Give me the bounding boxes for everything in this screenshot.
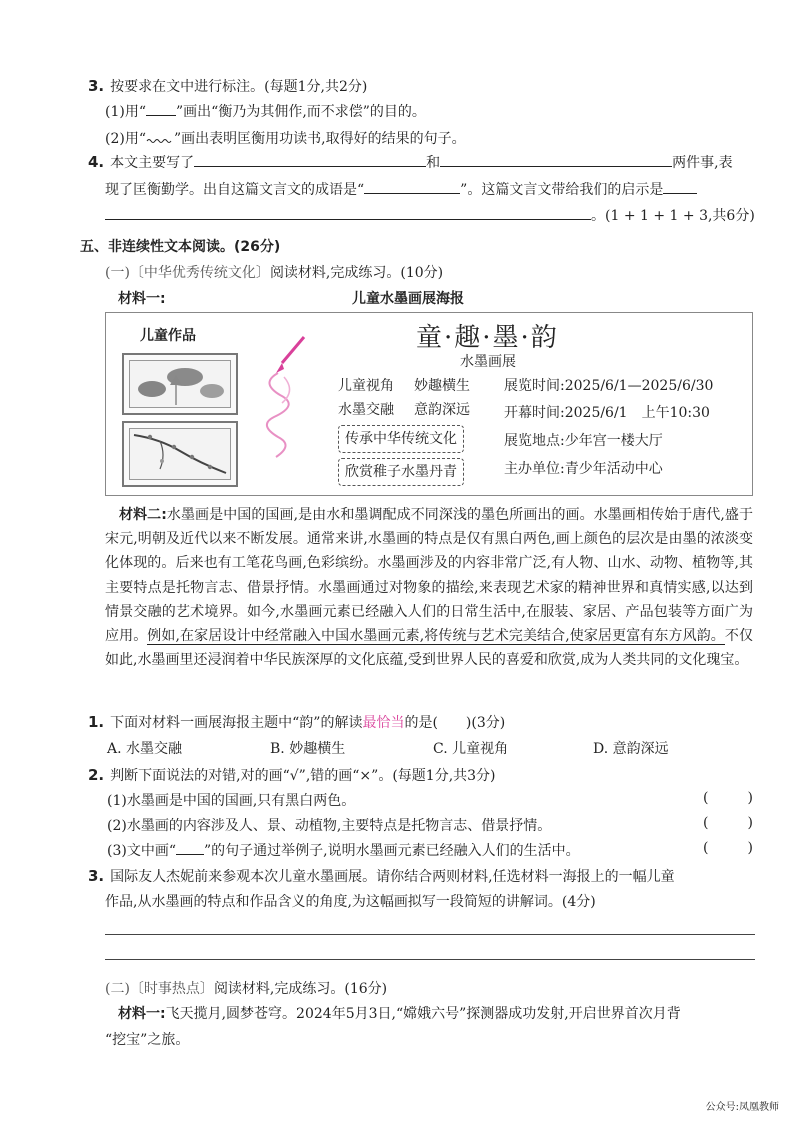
- poster-main-title: 童·趣·墨·韵: [416, 323, 559, 353]
- answer-blank[interactable]: [663, 179, 697, 194]
- answer-bracket[interactable]: ( ): [703, 840, 753, 856]
- answer-blank[interactable]: [364, 179, 460, 194]
- part-2-heading: (二)〔时事热点〕阅读材料,完成练习。(16分): [105, 981, 388, 997]
- exhibition-venue: 展览地点:少年宫一楼大厅: [504, 433, 663, 449]
- question-4-line3: 。(1 + 1 + 1 + 3,共6分): [105, 205, 755, 225]
- section-5-title: 五、非连续性文本阅读。(26分): [80, 239, 281, 255]
- answer-blank[interactable]: [440, 152, 672, 167]
- wavy-underline-mark: [146, 131, 174, 143]
- reading-question-1: 1. 下面对材料一画展海报主题中“韵”的解读最恰当的是( )(3分): [88, 713, 506, 731]
- reading-question-3-line2: 作品,从水墨画的特点和作品含义的角度,为这幅画拟写一段简短的讲解词。(4分): [105, 894, 596, 910]
- material-1-label: 材料一:: [118, 291, 166, 307]
- part-1-heading: (一)〔中华优秀传统文化〕阅读材料,完成练习。(10分): [105, 265, 444, 281]
- judgment-item-1: (1)水墨画是中国的国画,只有黑白两色。: [107, 793, 356, 809]
- brush-icon: [256, 333, 312, 463]
- judgment-item-2: (2)水墨画的内容涉及人、景、动植物,主要特点是托物言志、借景抒情。: [107, 818, 552, 834]
- answer-blank[interactable]: [194, 152, 426, 167]
- part-2-material-1: 材料一:飞天揽月,圆梦苍穹。2024年5月3日,“嫦娥六号”探测器成功发射,开启世界首次月背: [118, 1006, 681, 1022]
- poster-subtitle: 水墨画展: [460, 354, 516, 370]
- keyword: 意韵深远: [414, 402, 470, 418]
- reading-question-3: 3. 国际友人杰妮前来参观本次儿童水墨画展。请你结合两则材料,任选材料一海报上的一幅儿童: [88, 867, 675, 885]
- question-4-line2: 现了匡衡勤学。出自这篇文言文的成语是“ ”。这篇文言文带给我们的启示是: [105, 179, 697, 199]
- kids-works-label: 儿童作品: [140, 328, 196, 344]
- question-3-sub2: (2)用“ ”画出表明匡衡用功读书,取得好的结果的句子。: [105, 131, 466, 147]
- question-4-line1: 4. 本文主要写了 和 两件事,表: [88, 153, 733, 171]
- underlined-sentence: 例如,在家居设计中经常融入中国水墨画元素,将传统与艺术完美结合,使家居更富有东方风韵。: [147, 628, 725, 645]
- judgment-item-3: (3)文中画“ ”的句子通过举例子,说明水墨画元素已经融入人们的生活中。: [107, 840, 580, 860]
- footer-credit: 公众号:凤凰教师: [705, 1102, 779, 1113]
- opening-time: 开幕时间:2025/6/1 上午10:30: [504, 405, 710, 421]
- part-2-material-1-cont: “挖宝”之旅。: [105, 1032, 190, 1048]
- organizer: 主办单位:青少年活动中心: [504, 461, 663, 477]
- option-c[interactable]: C. 儿童视角: [433, 741, 509, 757]
- answer-bracket[interactable]: ( ): [703, 790, 753, 806]
- straight-underline-mark: [176, 840, 204, 855]
- answer-bracket[interactable]: ( ): [703, 815, 753, 831]
- exhibition-time: 展览时间:2025/6/1—2025/6/30: [504, 378, 714, 394]
- straight-underline-mark: [146, 101, 176, 116]
- option-a[interactable]: A. 水墨交融: [107, 741, 183, 757]
- plum-blossom-painting: [122, 421, 238, 487]
- keyword: 妙趣横生: [414, 378, 470, 394]
- keyword: 水墨交融: [338, 402, 394, 418]
- option-d[interactable]: D. 意韵深远: [593, 741, 669, 757]
- answer-line[interactable]: [105, 959, 755, 960]
- answer-line[interactable]: [105, 934, 755, 935]
- option-b[interactable]: B. 妙趣横生: [270, 741, 346, 757]
- question-3-sub1: (1)用“ ”画出“衡乃为其佣作,而不求偿”的目的。: [105, 101, 426, 121]
- slogan-box: 欣赏稚子水墨丹青: [338, 458, 464, 486]
- poster-title: 儿童水墨画展海报: [352, 291, 464, 307]
- answer-blank[interactable]: [105, 205, 591, 220]
- keyword: 儿童视角: [338, 378, 394, 394]
- question-3: 3. 按要求在文中进行标注。(每题1分,共2分): [88, 77, 368, 95]
- poster: [105, 312, 753, 496]
- lotus-painting: [122, 353, 238, 415]
- slogan-box: 传承中华传统文化: [338, 425, 464, 453]
- material-2-paragraph: 材料二:水墨画是中国的国画,是由水和墨调配成不同深浅的墨色所画出的画。水墨画相传始于唐代,盛于宋元,明朝及近代以来不断发展。通常来讲,水墨画的特点是仅有黑白两色,画上颜色的层次是由墨的浓淡变化体现的。后来也有工笔花鸟画,色彩缤纷。水墨画涉及的内容非常广泛,有人物、山水、动物、植物等,其主要特点是托物言志、借景抒情。水墨画通过对物象的描绘,来表现艺术家的精神世界和真情实感,以达到情景交融的艺术境界。如今,水墨画元素已经融入人们的日常生活中,在服装、家居、产品包装等方面广为应用。例如,在家居设计中经常融入中国水墨画元素,将传统与艺术完美结合,使家居更富有东方风韵。不仅如此,水墨画里还浸润着中华民族深厚的文化底蕴,受到世界人民的喜爱和欣赏,成为人类共同的文化瑰宝。: [105, 507, 753, 669]
- reading-question-2: 2. 判断下面说法的对错,对的画“√”,错的画“×”。(每题1分,共3分): [88, 766, 496, 784]
